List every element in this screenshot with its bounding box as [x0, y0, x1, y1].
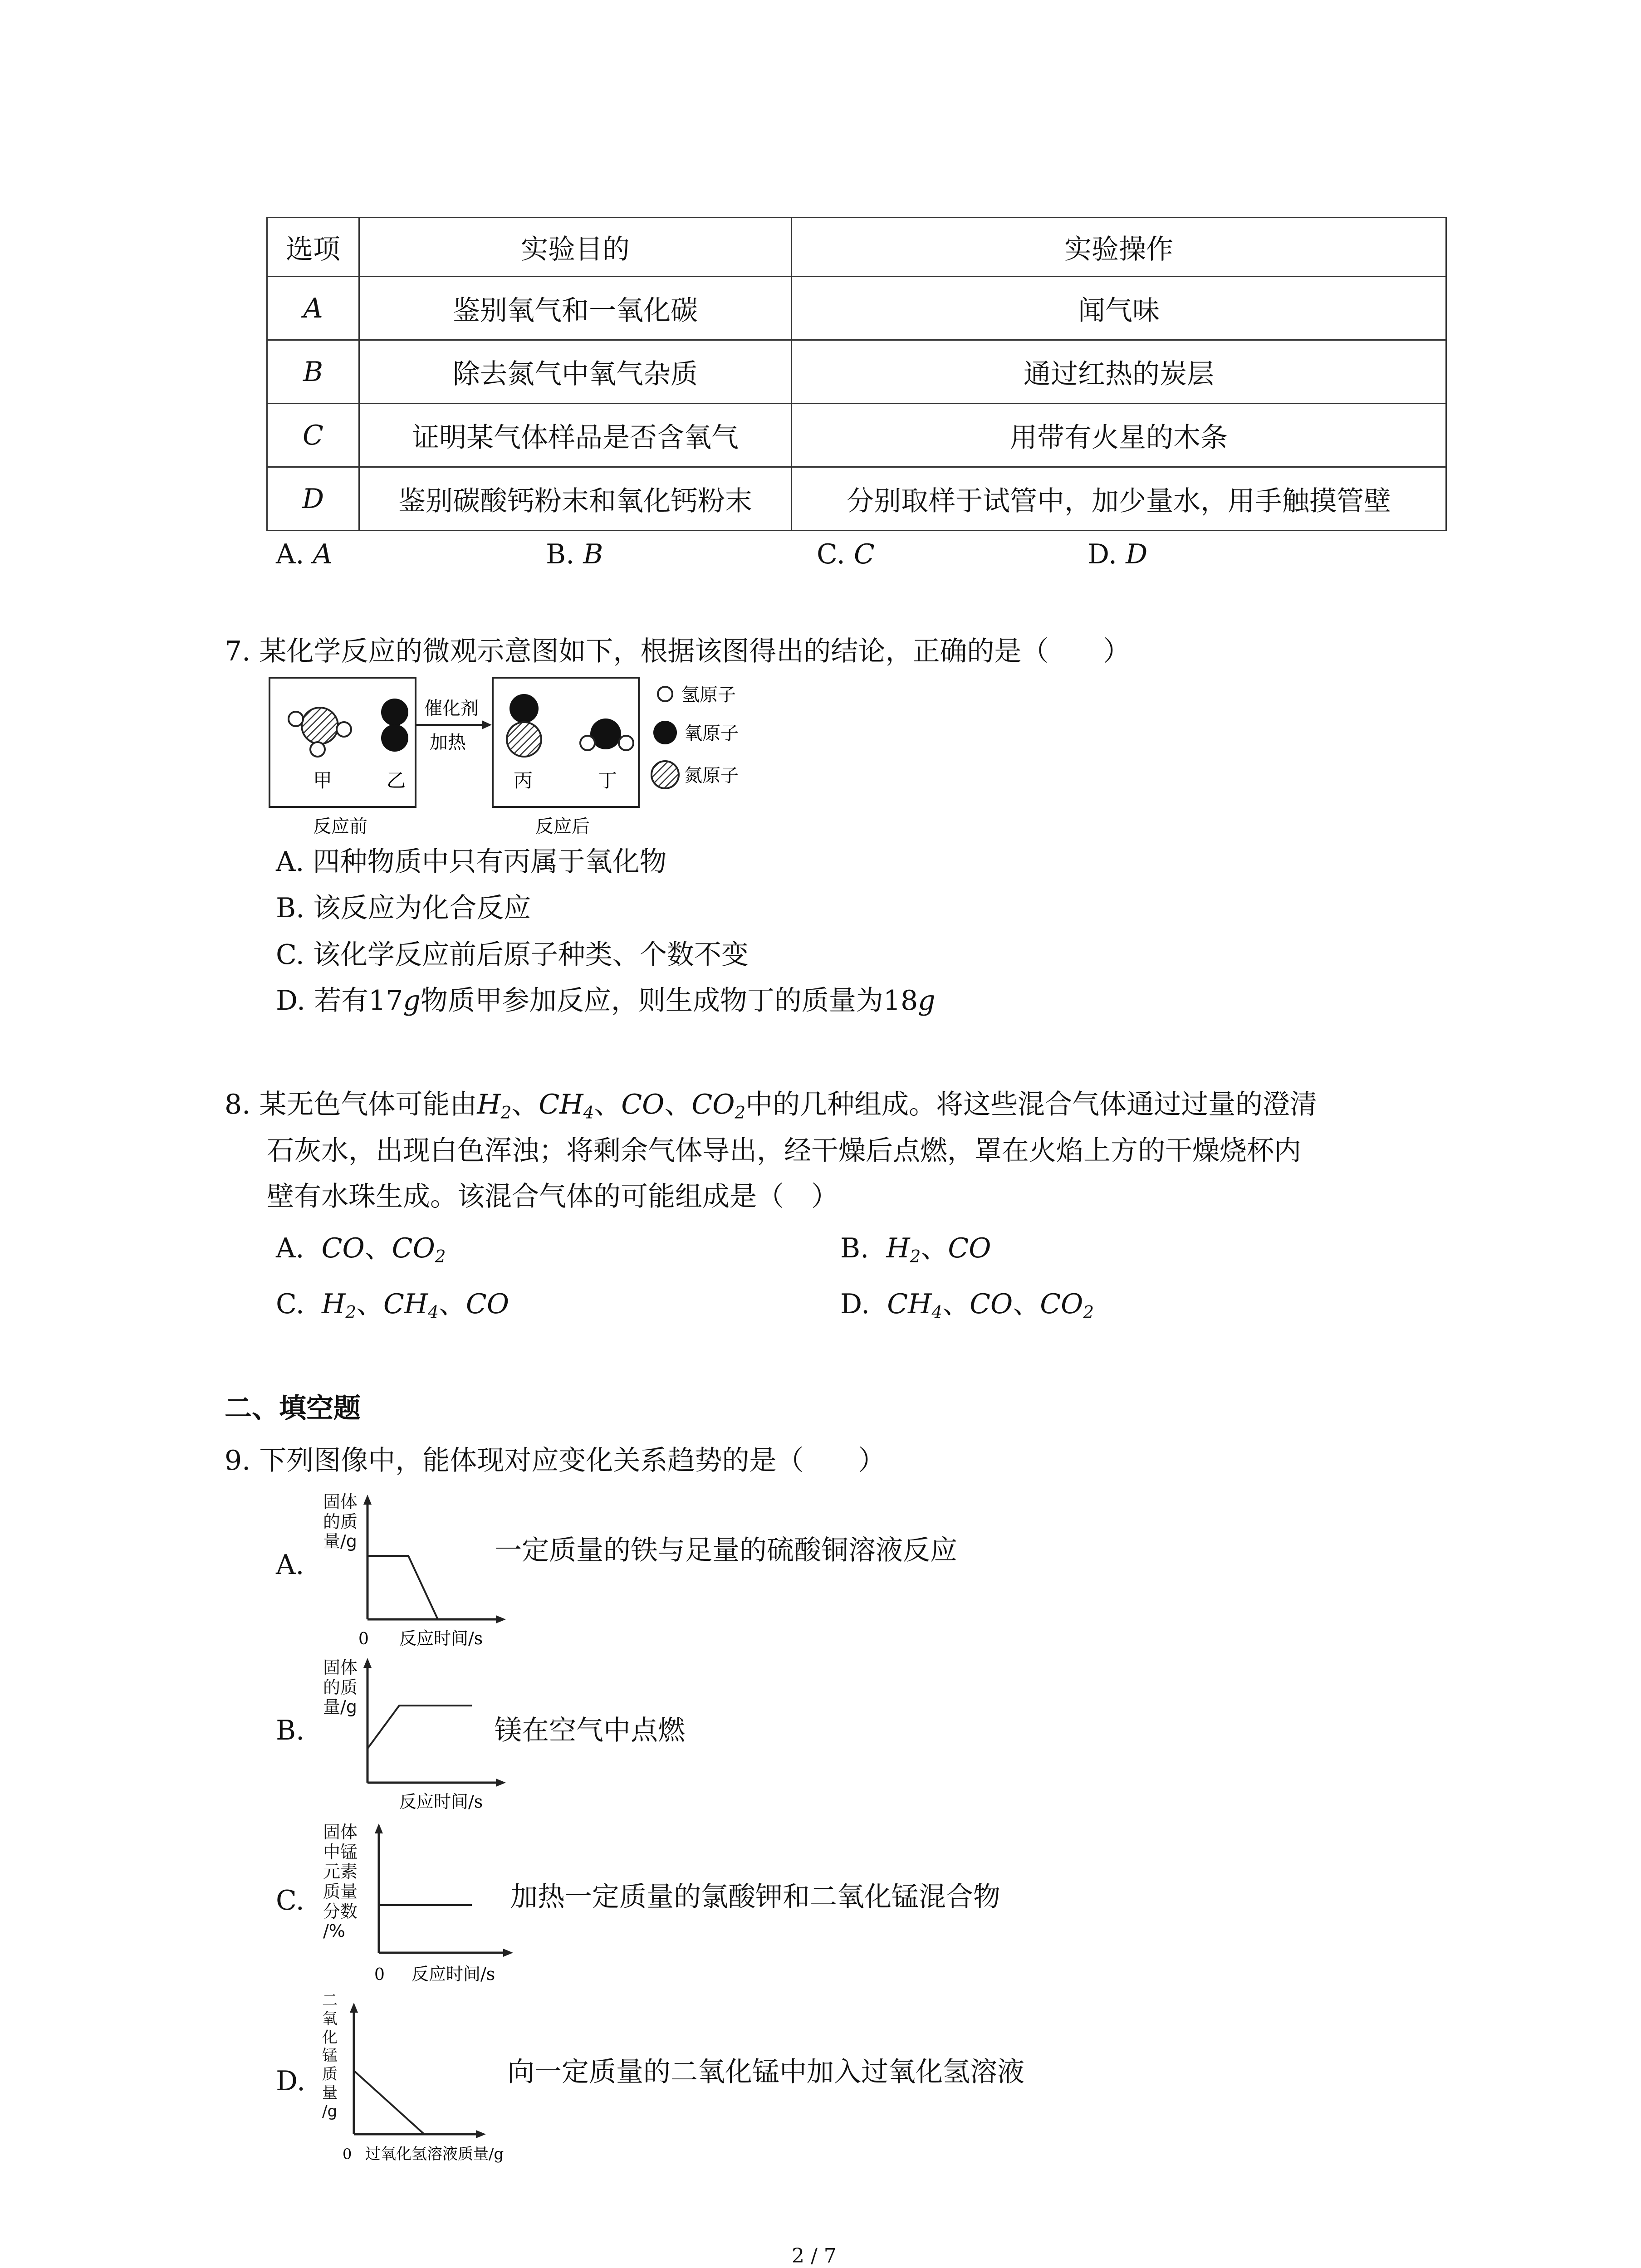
q7-choice-a[interactable]: A. 四种物质中只有丙属于氧化物 — [276, 846, 667, 878]
q7-choice-c[interactable]: C. 该化学反应前后原子种类、个数不变 — [276, 939, 749, 971]
graph-b-ylabel: 固体 的质 量/g — [323, 1657, 358, 1717]
q6-choice-a[interactable]: A. A — [276, 538, 333, 570]
q9-choice-a-desc: 一定质量的铁与足量的硫酸铜溶液反应 — [495, 1535, 957, 1566]
q9-choice-d-label[interactable]: D. — [276, 2065, 306, 2097]
q9-choice-a-label[interactable]: A. — [276, 1549, 304, 1581]
nitrogen-legend-icon — [652, 761, 679, 788]
oxygen-legend-icon — [653, 721, 677, 744]
graph-c-xlabel: 反应时间/s — [411, 1964, 495, 1984]
q9-stem: 9. 下列图像中，能体现对应变化关系趋势的是（ ） — [225, 1445, 886, 1476]
row-option: D — [267, 467, 359, 531]
table-row — [267, 467, 1446, 531]
q6-choice-c[interactable]: C. C — [817, 538, 875, 570]
graph-c — [370, 1823, 519, 1989]
q8-choice-b[interactable]: B. $H_2$、CO — [840, 1232, 991, 1266]
y-axis-arrow-icon — [363, 1658, 372, 1668]
q9-choice-b-desc: 镁在空气中点燃 — [495, 1715, 685, 1746]
graph-b — [358, 1658, 508, 1818]
q8-choice-c[interactable]: C. $H_2$、$CH_4$、CO — [276, 1288, 509, 1322]
y-axis-arrow-icon — [375, 1823, 383, 1833]
table-row — [267, 277, 1446, 340]
row-option: B — [267, 340, 359, 404]
table-header-purpose: 实验目的 — [359, 218, 792, 277]
graph-a-xlabel: 反应时间/s — [399, 1628, 483, 1648]
row-operation: 闻气味 — [792, 277, 1446, 340]
table-row — [267, 404, 1446, 467]
y-axis-arrow-icon — [363, 1495, 372, 1505]
q6-choice-d[interactable]: D. D — [1087, 538, 1148, 570]
series-line — [367, 1556, 438, 1619]
q7-choice-b[interactable]: B. 该反应为化合反应 — [276, 892, 531, 924]
table-header-operation: 实验操作 — [792, 218, 1446, 277]
q9-choice-b-label[interactable]: B. — [276, 1715, 305, 1746]
q8-choice-d[interactable]: D. $CH_4$、CO、$CO_2$ — [840, 1288, 1094, 1322]
row-operation: 分别取样于试管中，加少量水，用手触摸管壁 — [792, 467, 1446, 531]
q7-stem: 7. 某化学反应的微观示意图如下，根据该图得出的结论，正确的是（ ） — [225, 635, 1131, 667]
series-line — [367, 1706, 472, 1749]
species-bing: 丙 — [514, 769, 533, 792]
q8-stem-line3: 壁有水珠生成。该混合气体的可能组成是（ ） — [267, 1181, 838, 1212]
series-line — [354, 2071, 424, 2134]
before-caption: 反应前 — [313, 816, 367, 837]
section-title: 二、填空题 — [225, 1393, 361, 1424]
arrow-catalyst: 催化剂 — [424, 698, 479, 719]
row-option: A — [267, 277, 359, 340]
q9-choice-c-label[interactable]: C. — [276, 1885, 304, 1916]
row-option: C — [267, 404, 359, 467]
x-axis-arrow-icon — [496, 1779, 506, 1787]
species-yi: 乙 — [387, 769, 406, 792]
x-axis-arrow-icon — [503, 1949, 513, 1957]
reaction-diagram — [268, 676, 767, 846]
q8-stem-line1: 8. 某无色气体可能由$H_2$、$CH_4$、CO、$CO_2$中的几种组成。将这些混合气体通过过量的澄清 — [225, 1089, 1318, 1123]
q8-choice-a[interactable]: A. CO、$CO_2$ — [276, 1232, 446, 1266]
table-row — [267, 340, 1446, 404]
q6-choice-b[interactable]: B. B — [546, 538, 603, 570]
row-operation: 通过红热的炭层 — [792, 340, 1446, 404]
row-purpose: 鉴别氧气和一氧化碳 — [359, 277, 792, 340]
hydrogen-legend-icon — [658, 687, 672, 701]
graph-d-ylabel: 二 氧 化 锰 质 量 /g — [322, 1991, 338, 2121]
graph-a-origin: 0 — [358, 1630, 369, 1648]
q9-choice-c-desc: 加热一定质量的氯酸钾和二氧化锰混合物 — [510, 1881, 1000, 1913]
q8-stem-line2: 石灰水，出现白色浑浊；将剩余气体导出，经干燥后点燃，罩在火焰上方的干燥烧杯内 — [267, 1135, 1301, 1167]
graph-a-ylabel: 固体 的质 量/g — [323, 1492, 358, 1552]
graph-d-origin: 0 — [343, 2146, 352, 2163]
legend-nitrogen: 氮原子 — [684, 765, 739, 786]
row-operation: 用带有火星的木条 — [792, 404, 1446, 467]
graph-d-xlabel: 过氧化氢溶液质量/g — [365, 2145, 504, 2163]
after-caption: 反应后 — [535, 816, 590, 837]
legend-hydrogen: 氢原子 — [681, 684, 736, 705]
row-purpose: 鉴别碳酸钙粉末和氧化钙粉末 — [359, 467, 792, 531]
species-jia: 甲 — [313, 769, 333, 792]
species-ding: 丁 — [598, 769, 617, 792]
row-purpose: 证明某气体样品是否含氧气 — [359, 404, 792, 467]
experiment-table — [266, 217, 1447, 531]
y-axis-arrow-icon — [350, 2003, 358, 2013]
x-axis-arrow-icon — [496, 1615, 506, 1623]
graph-c-ylabel: 固体 中锰 元素 质量 分数 /% — [323, 1822, 358, 1941]
table-header-option: 选项 — [267, 218, 359, 277]
arrow-heat: 加热 — [430, 732, 466, 753]
page-number: 2 / 7 — [792, 2244, 837, 2268]
row-purpose: 除去氮气中氧气杂质 — [359, 340, 792, 404]
q7-choice-d[interactable]: D. 若有17g物质甲参加反应，则生成物丁的质量为18g — [276, 985, 936, 1017]
legend-oxygen: 氧原子 — [684, 723, 739, 744]
graph-a — [358, 1495, 508, 1655]
q9-choice-d-desc: 向一定质量的二氧化锰中加入过氧化氢溶液 — [507, 2056, 1024, 2088]
graph-d — [343, 2003, 519, 2168]
graph-b-xlabel: 反应时间/s — [399, 1792, 483, 1812]
graph-c-origin: 0 — [374, 1965, 385, 1984]
x-axis-arrow-icon — [476, 2130, 486, 2138]
